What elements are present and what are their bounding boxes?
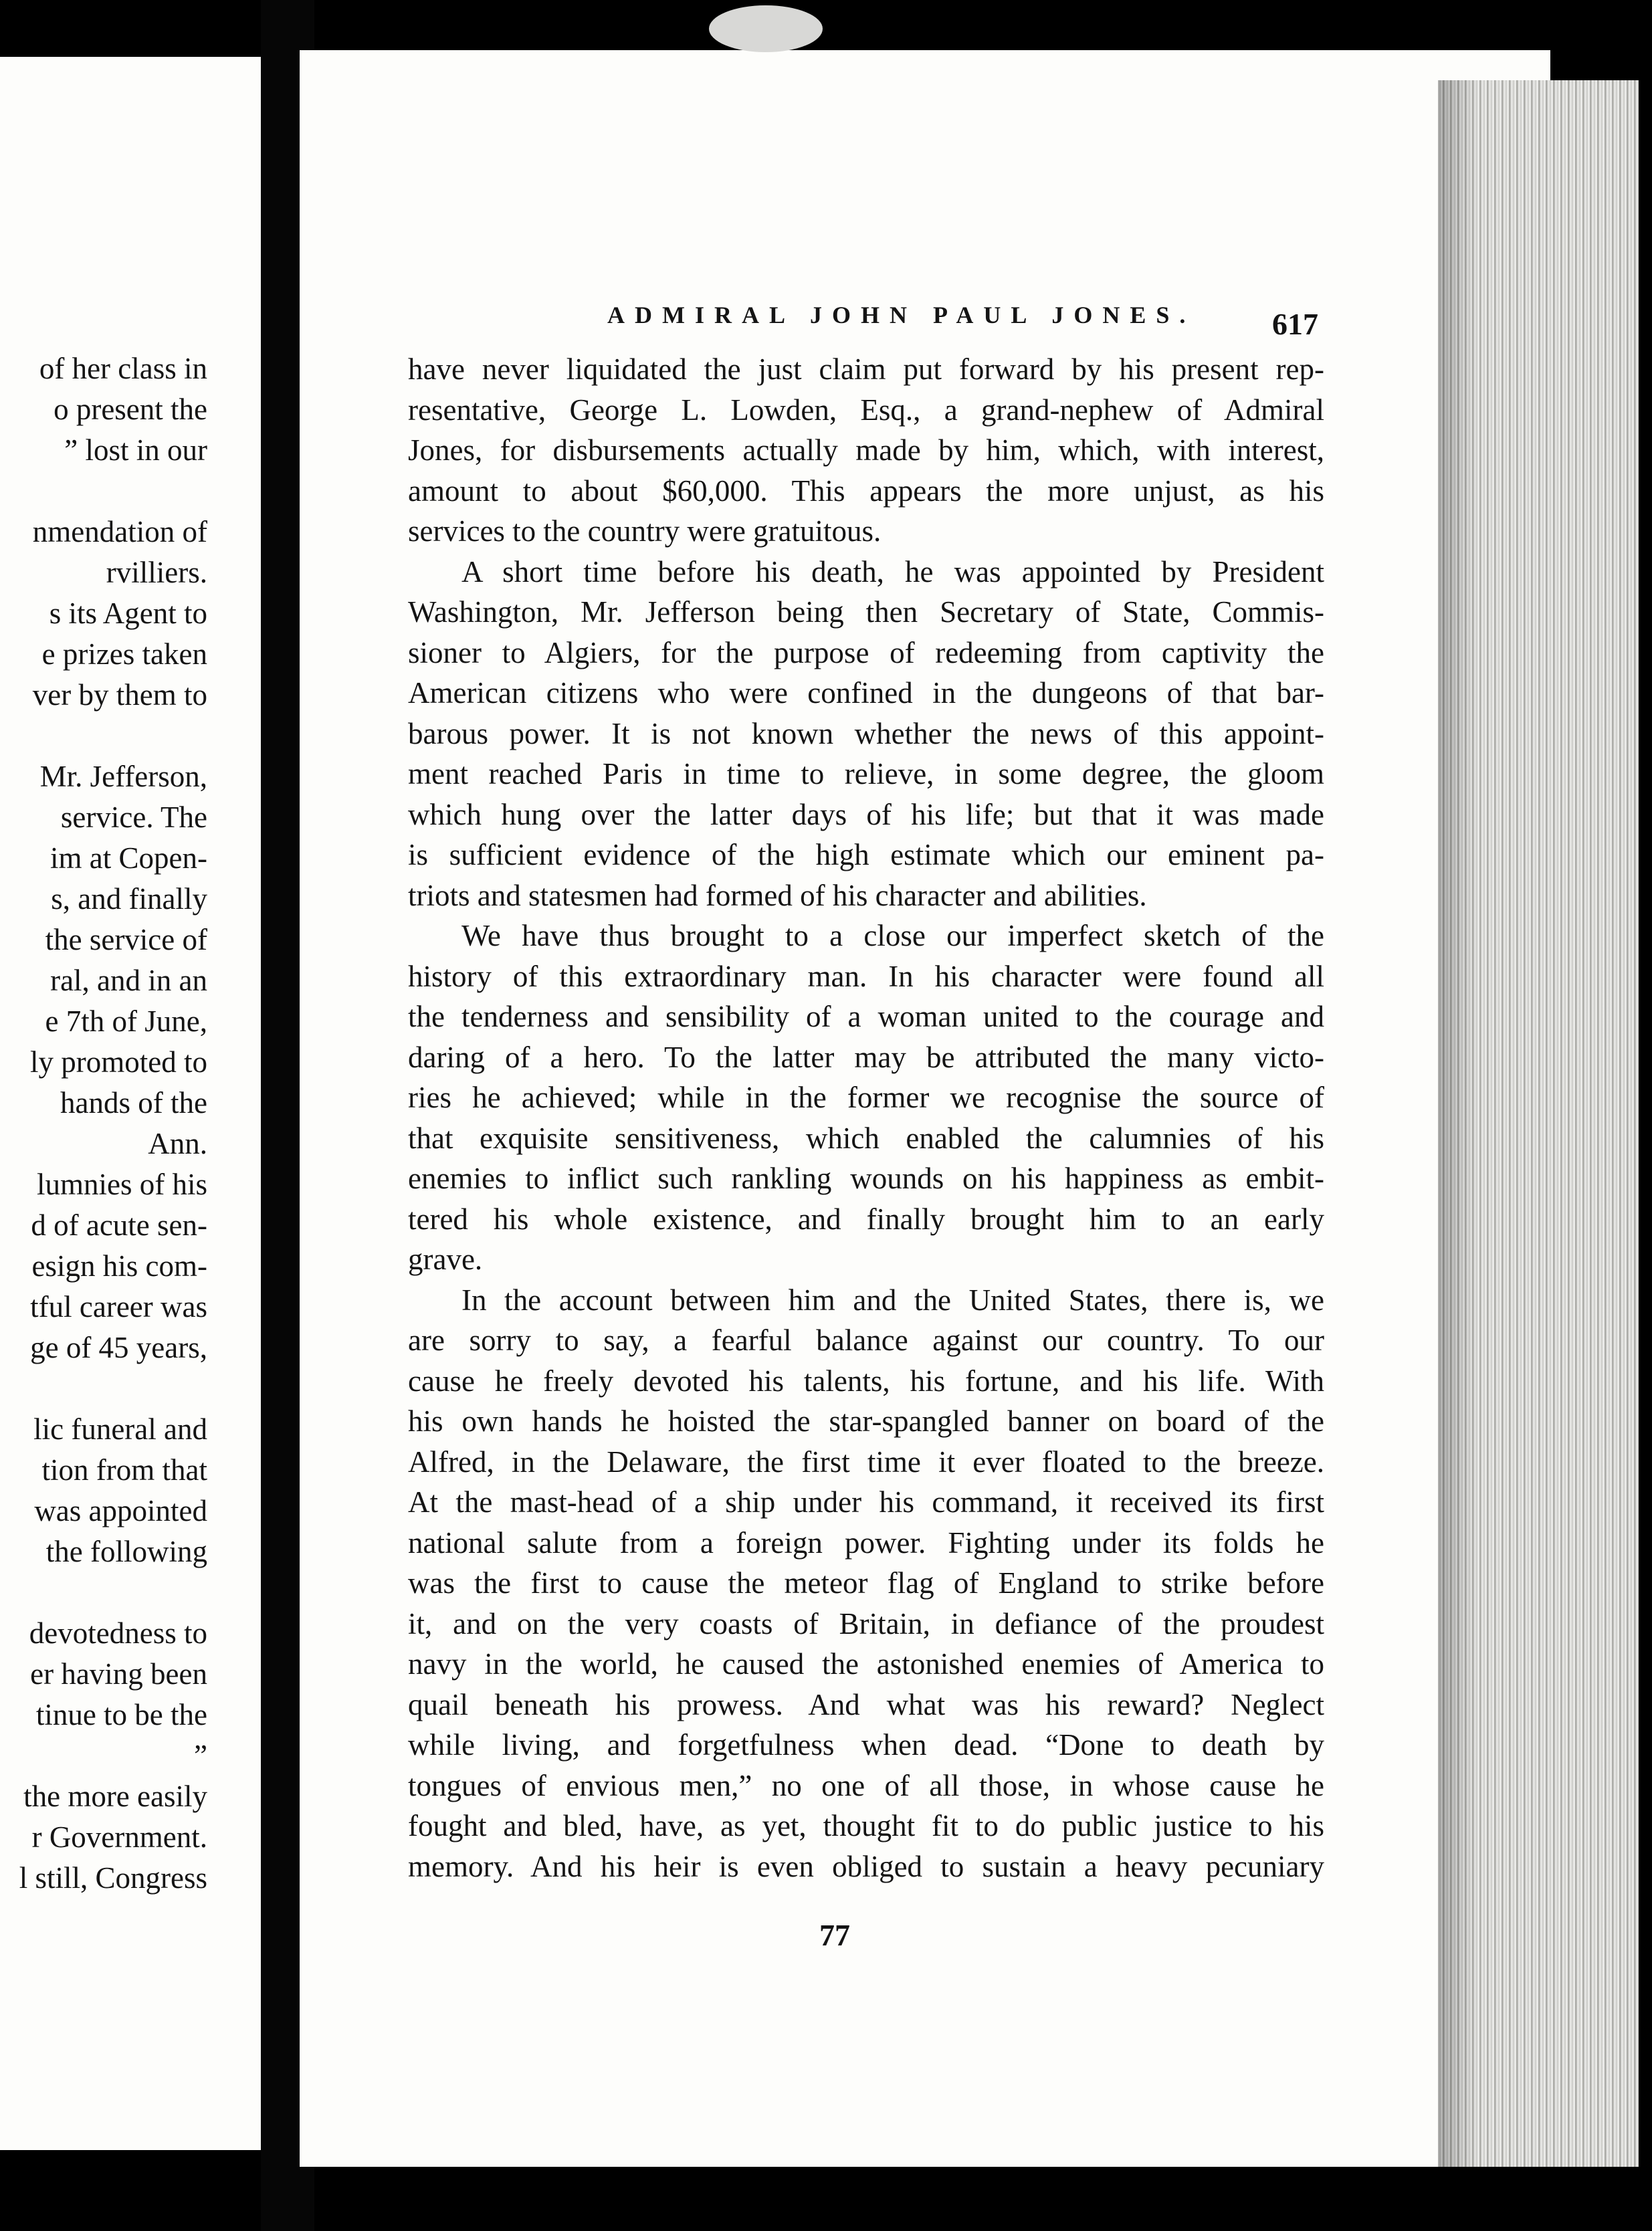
left-page-line: hands of the [60,1086,207,1120]
text-line: history of this extraordinary man. In his character were found all [408,959,1324,993]
running-head: ADMIRAL JOHN PAUL JONES. [607,302,1196,328]
text-line: navy in the world, he caused the astonished enemies of America to [408,1647,1324,1681]
left-page-line: ral, and in an [50,964,207,997]
text-line: while living, and forgetfulness when dead. “Done to death by [408,1728,1324,1762]
left-page-line: was appointed [34,1494,207,1527]
left-page-line: s, and finally [51,882,207,916]
left-page-line: devotedness to [29,1616,207,1650]
text-line: his own hands he hoisted the star-spangled banner on board of the [408,1404,1324,1438]
left-page-line: e 7th of June, [45,1004,207,1038]
left-page [0,57,261,2150]
text-line: ment reached Paris in time to relieve, in some degree, the gloom [408,757,1324,790]
left-page-line: the more easily [23,1780,207,1813]
text-line: which hung over the latter days of his life; but that it was made [408,797,1324,831]
left-page-line: rvilliers. [106,556,207,589]
left-page-line: l still, Congress [19,1861,207,1895]
text-line: In the account between him and the United States, there is, we [461,1283,1324,1317]
page-number: 617 [1272,307,1318,341]
text-line: sioner to Algiers, for the purpose of redeeming from captivity the [408,635,1324,669]
left-page-line: the service of [45,923,207,956]
text-line: are sorry to say, a fearful balance against our country. To our [408,1323,1324,1357]
page-edges-shadow [1438,80,1478,2167]
text-line: daring of a hero. To the latter may be attributed the many victo- [408,1040,1324,1074]
text-line: services to the country were gratuitous. [408,514,882,548]
text-line: resentative, George L. Lowden, Esq., a grand-nephew of Admiral [408,393,1324,427]
text-line: is sufficient evidence of the high estimate which our eminent pa- [408,838,1324,871]
text-line: amount to about $60,000. This appears the more unjust, as his [408,473,1324,508]
text-line: We have thus brought to a close our imperfect sketch of the [461,919,1324,952]
left-page-line: r Government. [31,1820,207,1854]
left-page-line: lic funeral and [33,1412,207,1446]
text-line: quail beneath his prowess. And what was his reward? Neglect [408,1687,1324,1721]
text-line: the tenderness and sensibility of a woman united to the courage and [408,1000,1324,1033]
left-page-line: lumnies of his [37,1168,207,1201]
left-page-line: er having been [30,1657,207,1691]
text-line: barous power. It is not known whether the news of this appoint- [408,716,1324,750]
left-page-line: s its Agent to [49,597,207,630]
left-page-line: o present the [54,393,207,426]
text-line: At the mast-head of a ship under his command, it received its first [408,1485,1324,1519]
left-page-line: tful career was [30,1290,207,1323]
left-page-line: tion from that [41,1453,207,1487]
left-page-line: Mr. Jefferson, [39,760,207,793]
text-line: A short time before his death, he was appointed by President [461,554,1324,589]
text-line: enemies to inflict such rankling wounds on his happiness as embit- [408,1162,1324,1195]
text-line: triots and statesmen had formed of his character and abilities. [408,878,1147,912]
scan-blot [709,5,823,52]
text-line: grave. [408,1243,483,1276]
left-page-line: of her class in [39,352,207,385]
left-page-line: service. The [60,801,207,834]
text-line: it, and on the very coasts of Britain, in defiance of the proudest [408,1606,1324,1640]
left-page-line: ge of 45 years, [30,1331,207,1364]
text-line: Jones, for disbursements actually made by him, which, with interest, [408,433,1324,467]
text-line: national salute from a foreign power. Fighting under its folds he [408,1525,1324,1560]
text-line: ries he achieved; while in the former we recognise the source of [408,1081,1324,1114]
left-page-line: tinue to be the [35,1698,207,1731]
left-page-line: d of acute sen- [31,1208,207,1242]
left-page-line: ” lost in our [64,433,207,467]
left-page-line: im at Copen- [50,841,207,875]
left-page-line: the following [45,1535,207,1568]
left-page-line: ” [194,1739,207,1772]
text-line: tered his whole existence, and finally brought him to an early [408,1202,1324,1236]
left-page-line: e prizes taken [41,637,207,671]
left-page-line: ly promoted to [30,1045,207,1079]
text-line: Alfred, in the Delaware, the first time it ever floated to the breeze. [408,1445,1324,1479]
signature-mark: 77 [819,1918,850,1952]
text-line: that exquisite sensitiveness, which enabled the calumnies of his [408,1121,1324,1155]
text-line: memory. And his heir is even obliged to sustain a heavy pecuniary [408,1849,1324,1883]
text-line: was the first to cause the meteor flag of England to strike before [408,1566,1324,1600]
text-line: Washington, Mr. Jefferson being then Secretary of State, Commis- [408,595,1324,629]
text-line: American citizens who were confined in the dungeons of that bar- [408,676,1324,710]
text-line: tongues of envious men,” no one of all those, in whose cause he [408,1768,1324,1802]
left-page-line: Ann. [148,1127,207,1160]
left-page-line: esign his com- [31,1249,207,1283]
text-line: fought and bled, have, as yet, thought fit to do public justice to his [408,1809,1324,1842]
text-line: have never liquidated the just claim put forward by his present rep- [408,352,1324,386]
body-text [408,349,1324,1887]
left-page-line: nmendation of [32,515,207,548]
left-page-line: ver by them to [32,678,207,712]
text-line: cause he freely devoted his talents, his fortune, and his life. With [408,1364,1324,1398]
